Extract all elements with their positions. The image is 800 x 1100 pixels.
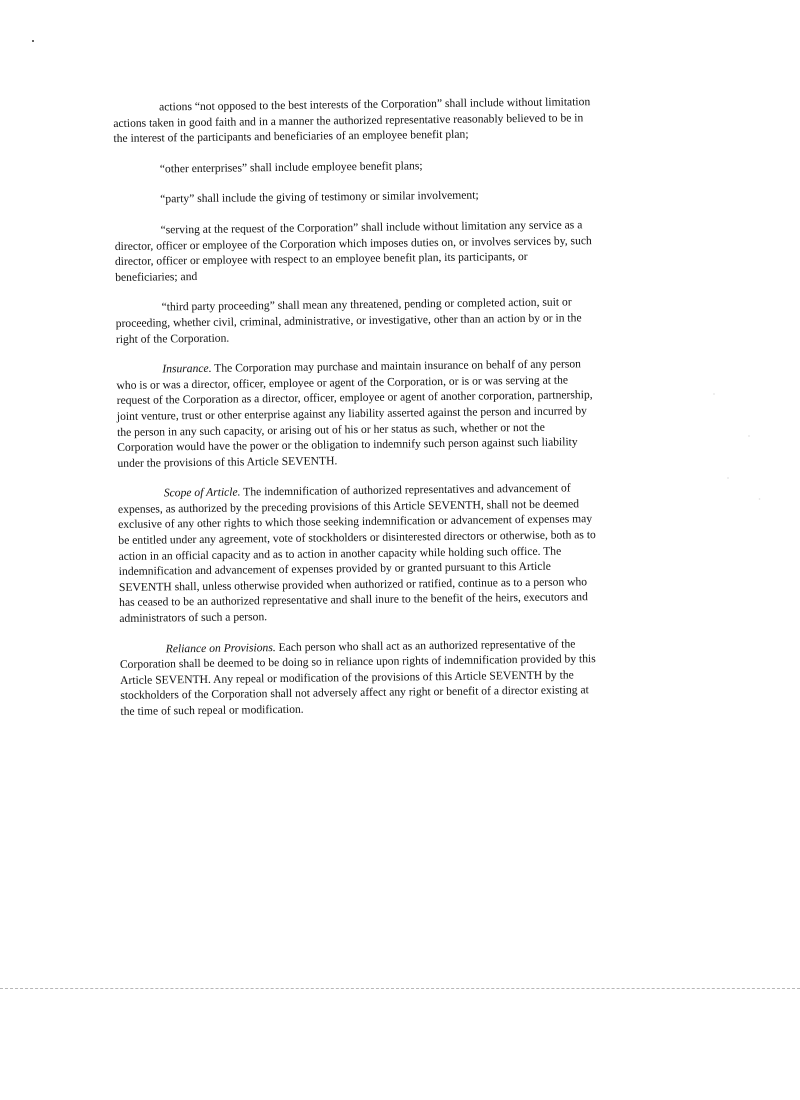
paragraph-reliance-on-provisions (120, 636, 599, 720)
paragraph-text: The Corporation may purchase and maintain insurance on behalf of any person who is or was a director, officer, employee or agent of the Corporation, or is or was serving at the request of the Corporation as a director, officer, employee or agent of another corporation, partnership, joint venture, trust or other enterprise against any liability asserted against the person and incurred by the person in any such capacity, or arising out of his or her status as such, whether or not the Corporation would have the power or the obligation to indemnify such person against such liability under the provisions of this Article SEVENTH. (116, 357, 593, 470)
document-body (113, 94, 599, 734)
paragraph-text: Each person who shall act as an authorized representative of the Corporation shall be deemed to be doing so in reliance upon rights of indemnification provided by this Article SEVENTH. Any repeal or modification of the provisions of this Article SEVENTH by the stockholders of the Corporation shall not adversely affect any right or benefit of a director existing at the time of such repeal or modification. (119, 637, 596, 718)
scan-noise (700, 380, 770, 520)
paragraph-text: “third party proceeding” shall mean any threatened, pending or completed action, suit or proceeding, whether civil, criminal, administrative, or investigative, other than an action by or in the right of the Corporation. (115, 295, 582, 346)
paragraph-not-opposed-definition (113, 94, 592, 147)
paragraph-text: actions “not opposed to the best interests of the Corporation” shall include without limitation actions taken in good faith and in a manner the authorized representative reasonably believed to be in the interest of the participants and beneficiaries of an employee benefit plan; (113, 95, 591, 146)
scan-edge-line (0, 988, 800, 989)
paragraph-scope-of-article (118, 480, 598, 626)
paragraph-text: “party” shall include the giving of testimony or similar involvement; (160, 188, 479, 206)
paragraph-party-definition (114, 187, 592, 208)
paragraph-third-party-definition (115, 294, 594, 347)
paragraph-text: “serving at the request of the Corporation” shall include without limitation any service as a director, officer or employee of the Corporation which imposes duties on, or involves services by, such director, officer or employee with respect to an employee benefit plan, its participants, or beneficiaries; and (114, 218, 592, 284)
paragraph-text: The indemnification of authorized representatives and advancement of expenses, as authorized by the preceding provisions of this Article SEVENTH, shall not be deemed exclusive of any other rights to which those seeking indemnification or advancement of expenses may be entitled under any agreement, vote of stockholders or disinterested directors or otherwise, both as to action in an official capacity and as to action in another capacity while holding such office. The indemnification and advancement of expenses provided by or granted pursuant to this Article SEVENTH shall, unless otherwise provided when authorized or ratified, continue as to a person who has ceased to be an authorized representative and shall inure to the benefit of the heirs, executors and administrators of such a person. (117, 481, 596, 625)
paragraph-insurance (116, 356, 595, 471)
section-heading-insurance: Insurance. (162, 361, 212, 376)
paragraph-other-enterprises-definition (114, 156, 592, 177)
section-heading-scope-of-article: Scope of Article. (163, 485, 241, 500)
scan-speck (32, 40, 34, 42)
paragraph-text: “other enterprises” shall include employee benefit plans; (159, 159, 423, 176)
paragraph-serving-definition (115, 217, 594, 285)
section-heading-reliance-on-provisions: Reliance on Provisions. (165, 640, 276, 656)
